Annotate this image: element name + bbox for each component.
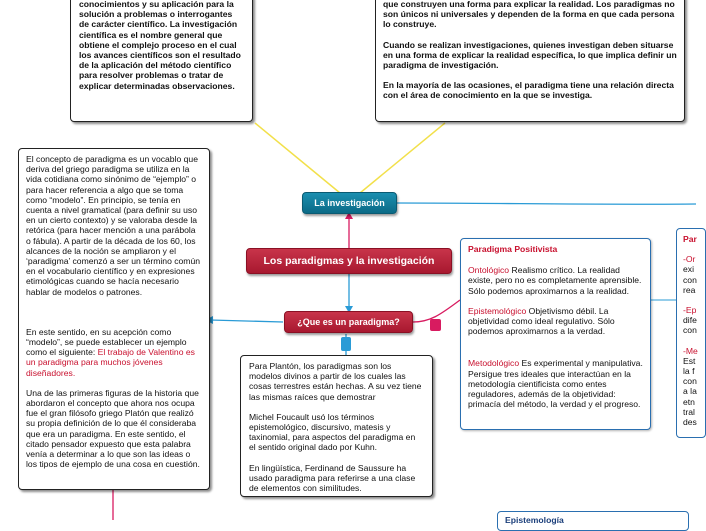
partial-l15: des <box>683 417 697 428</box>
ontologico-label: Ontológico <box>468 265 510 276</box>
partial-l10: la f <box>683 366 695 377</box>
node-la-investigacion-label: La investigación <box>314 198 385 208</box>
partial-l13: etn <box>683 396 695 407</box>
connector-investigacion-right <box>397 203 696 204</box>
left-p2 <box>26 327 202 378</box>
positivista-ontologico <box>468 265 643 296</box>
connector-top-left <box>255 123 340 193</box>
paradigma-concept-box <box>18 148 210 490</box>
node-que-es-paradigma-label: ¿Que es un paradigma? <box>297 317 400 327</box>
partial-l11: con <box>683 376 697 387</box>
left-p3: Una de las primeras figuras de la historia que abordaron el concepto que ahora nos ocupa fue el gran filósofo griego Platón que realizó su propia definición de lo que él consideraba que era un paradigma. En este sentido, el citado pensador expuesto que esta palabra venía a determinar a lo que son las ideas o los tipos de ejemplo de una cosa en cuestión. <box>26 387 200 470</box>
partial-l9: Est <box>683 355 696 366</box>
epistemologico-label: Epistemológico <box>468 305 527 316</box>
epistemologia-box <box>497 511 689 531</box>
top-right-p2: Cuando se realizan investigaciones, quienes investigan deben situarse en una forma de explicar la realidad específica, lo que implica definir un paradigma de investigación. <box>383 39 677 71</box>
paradigma-authors-box <box>240 355 433 497</box>
partial-l6: dife <box>683 315 697 326</box>
bottom-center-p3: En lingüística, Ferdinand de Saussure ha usado paradigma para referirse a una clase de elementos con similitudes. <box>249 462 416 494</box>
connector-quees-left <box>210 320 283 322</box>
investigacion-definition-box <box>70 0 253 122</box>
epistemologia-title: Epistemología <box>505 515 564 525</box>
metodologico-label: Metodológico <box>468 358 520 369</box>
epistemologico-text: Objetivismo débil. La objetividad como ideal regulativo. Sólo podemos aproximarnos a la verdad. <box>468 305 615 337</box>
node-la-investigacion[interactable] <box>302 192 397 214</box>
pin-blue[interactable] <box>341 337 351 351</box>
left-p1: El concepto de paradigma es un vocablo que deriva del griego paradigma se utiliza en la vida cotidiana como sinónimo de “ejemplo” o para hacer referencia a algo que se toma como “modelo”. En principio, se tenía en cuenta a nivel gramatical (para definir su uso en un cierto contexto) y se valoraba desde la retórica (para hacer mención a una parábola o fábula). A partir de la década de los 60, los alcances de la noción se ampliaron y el ‘paradigma’ comenzó a ser un término común en el vocabulario científico y en expresiones etimológicas cuando se hacía necesario hablar de modelos o patrones. <box>26 154 201 297</box>
partial-title: Par <box>683 234 697 244</box>
positivista-metodologico <box>468 358 643 409</box>
partial-l14: tral <box>683 406 695 417</box>
partial-l2: exi <box>683 264 694 275</box>
partial-l5: -Ep <box>683 305 697 316</box>
left-p2-text: En este sentido, en su acepción como “modelo”, se puede establecer un ejemplo como el siguiente: <box>26 326 187 358</box>
metodologico-text: Es experimental y manipulativa. Persigue tres ideales que interactúan en la metodología cientificista como entes reguladores, además de la objetividad: primacía del método, la verdad y el progreso. <box>468 358 643 410</box>
node-que-es-paradigma[interactable] <box>284 311 413 333</box>
node-root-label: Los paradigmas y la investigación <box>263 255 435 267</box>
positivista-epistemologico <box>468 306 643 337</box>
bottom-center-p1: Para Plantón, los paradigmas son los modelos divinos a partir de los cuales las cosas terrestres están hechas. A su vez tiene las mismas raíces que demostrar <box>249 361 422 402</box>
top-right-p1: que construyen una forma para explicar la realidad. Los paradigmas no son únicos ni universales y dependen de la forma en que cada persona lo construye. <box>383 0 675 30</box>
pin-pink[interactable] <box>430 319 441 331</box>
positivista-title: Paradigma Positivista <box>468 244 558 254</box>
partial-l8: -Me <box>683 345 698 356</box>
paradigma-investigacion-box <box>375 0 685 122</box>
partial-l4: rea <box>683 284 696 295</box>
ontologico-text: Realismo crítico. La realidad existe, pero no es completamente aprensible. Sólo podemos aproximarnos a la realidad. <box>468 265 642 296</box>
partial-l3: con <box>683 274 697 285</box>
partial-l1: -Or <box>683 254 696 265</box>
paradigma-partial-box <box>676 228 706 438</box>
left-p2-example: El trabajo de Valentino es un paradigma para muchos jóvenes diseñadores. <box>26 347 195 378</box>
connector-top-right <box>360 123 445 193</box>
node-root[interactable] <box>246 248 452 274</box>
partial-l7: con <box>683 325 697 336</box>
paradigma-positivista-box <box>460 238 651 430</box>
investigacion-definition-text: conocimientos y su aplicación para la solución a problemas o interrogantes de carácter científico. La investigación científica es el nombre general que obtiene el complejo proceso en el cual los avances científicos son el resultado de la aplicación del método científico para resolver problemas o tratar de explicar determinadas observaciones. <box>79 0 241 91</box>
top-right-p3: En la mayoría de las ocasiones, el paradigma tiene una relación directa con el área de conocimiento en la que se investiga. <box>383 80 674 101</box>
bottom-center-p2: Michel Foucault usó los términos epistemológico, discursivo, matesis y taxinomial, para aspectos del paradigma en el sentido original dado por Kuhn. <box>249 411 416 453</box>
partial-l12: a la <box>683 386 697 397</box>
